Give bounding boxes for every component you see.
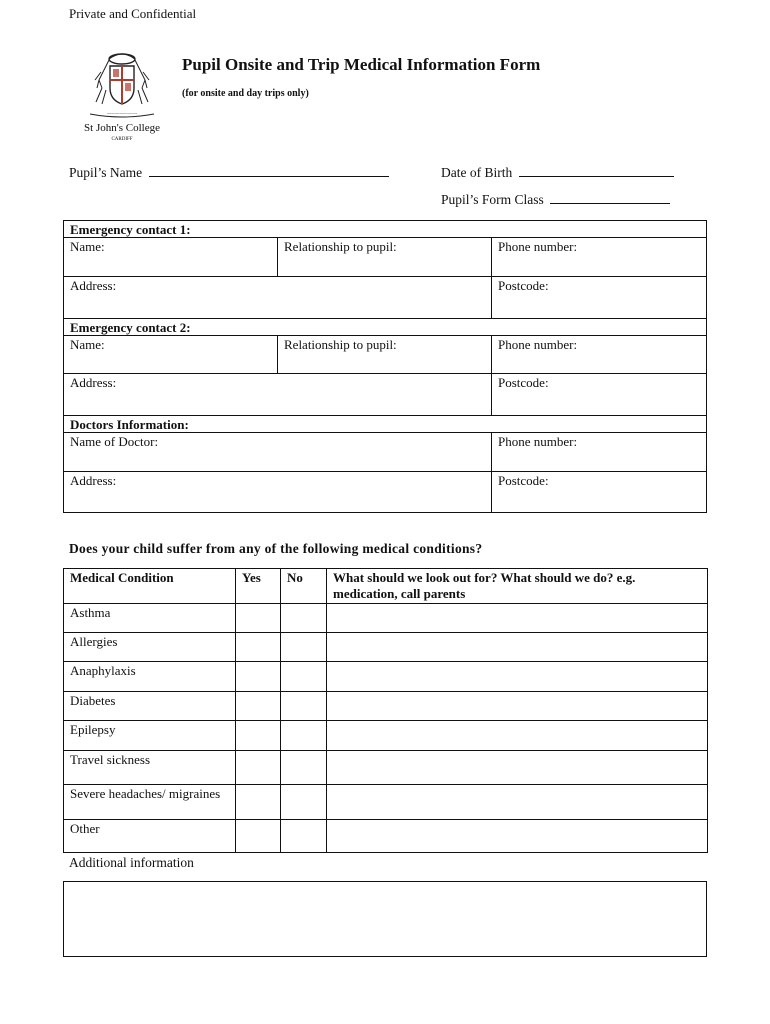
crest-icon bbox=[66, 50, 178, 146]
emergency-contact-1-heading: Emergency contact 1: bbox=[70, 222, 191, 237]
ec1-phone-cell[interactable] bbox=[492, 238, 706, 276]
dob-field[interactable] bbox=[441, 165, 674, 181]
ec2-name-label: Name: bbox=[70, 337, 105, 352]
conditions-table bbox=[63, 568, 708, 853]
form-title: Pupil Onsite and Trip Medical Information Form bbox=[182, 55, 541, 74]
yes-cell[interactable] bbox=[236, 820, 281, 853]
ec2-name-cell[interactable] bbox=[64, 336, 277, 373]
ec2-address-label: Address: bbox=[70, 375, 117, 390]
action-cell[interactable] bbox=[327, 633, 708, 662]
header-no: No bbox=[281, 569, 327, 604]
doctor-name-label: Name of Doctor: bbox=[70, 434, 159, 449]
action-cell[interactable] bbox=[327, 785, 708, 820]
no-cell[interactable] bbox=[281, 633, 327, 662]
dob-label: Date of Birth bbox=[441, 165, 513, 180]
ec2-address-cell[interactable] bbox=[64, 374, 491, 415]
doctor-phone-cell[interactable] bbox=[492, 433, 706, 471]
yes-cell[interactable] bbox=[236, 692, 281, 721]
pupil-name-label: Pupil’s Name bbox=[69, 165, 143, 180]
yes-cell[interactable] bbox=[236, 633, 281, 662]
action-cell[interactable] bbox=[327, 692, 708, 721]
action-cell[interactable] bbox=[327, 820, 708, 853]
condition-allergies: Allergies bbox=[64, 633, 236, 662]
yes-cell[interactable] bbox=[236, 662, 281, 692]
college-logo bbox=[66, 50, 178, 146]
emergency-contact-2-heading: Emergency contact 2: bbox=[70, 320, 191, 335]
ec1-postcode-cell[interactable] bbox=[492, 277, 706, 318]
table-row bbox=[64, 692, 708, 721]
additional-info-box[interactable] bbox=[63, 881, 707, 957]
condition-diabetes: Diabetes bbox=[64, 692, 236, 721]
condition-asthma: Asthma bbox=[64, 604, 236, 633]
ec2-relationship-label: Relationship to pupil: bbox=[284, 337, 397, 352]
confidentiality-note: Private and Confidential bbox=[69, 6, 197, 21]
table-row bbox=[64, 662, 708, 692]
ec1-address-cell[interactable] bbox=[64, 277, 491, 318]
header-action: What should we look out for? What should we do? e.g. medication, call parents bbox=[327, 569, 708, 604]
form-class-field[interactable] bbox=[441, 192, 670, 208]
table-row bbox=[64, 751, 708, 785]
contacts-table bbox=[63, 220, 707, 513]
no-cell[interactable] bbox=[281, 751, 327, 785]
form-class-blank[interactable] bbox=[550, 192, 670, 204]
ec2-phone-label: Phone number: bbox=[498, 337, 578, 352]
ec2-phone-cell[interactable] bbox=[492, 336, 706, 373]
no-cell[interactable] bbox=[281, 820, 327, 853]
doctor-postcode-label: Postcode: bbox=[498, 473, 549, 488]
pupil-name-blank[interactable] bbox=[149, 165, 389, 177]
no-cell[interactable] bbox=[281, 721, 327, 751]
header-condition: Medical Condition bbox=[64, 569, 236, 604]
condition-epilepsy: Epilepsy bbox=[64, 721, 236, 751]
conditions-question: Does your child suffer from any of the following medical conditions? bbox=[69, 541, 483, 556]
ec1-name-label: Name: bbox=[70, 239, 105, 254]
table-row bbox=[64, 785, 708, 820]
no-cell[interactable] bbox=[281, 785, 327, 820]
table-row bbox=[64, 721, 708, 751]
doctor-postcode-cell[interactable] bbox=[492, 472, 706, 512]
logo-subtext: CARDIFF bbox=[111, 137, 133, 142]
doctor-address-label: Address: bbox=[70, 473, 117, 488]
ec1-postcode-label: Postcode: bbox=[498, 278, 549, 293]
ec1-name-cell[interactable] bbox=[64, 238, 277, 276]
yes-cell[interactable] bbox=[236, 604, 281, 633]
action-cell[interactable] bbox=[327, 662, 708, 692]
yes-cell[interactable] bbox=[236, 721, 281, 751]
condition-other: Other bbox=[64, 820, 236, 853]
action-cell[interactable] bbox=[327, 751, 708, 785]
ec1-relationship-cell[interactable] bbox=[278, 238, 491, 276]
condition-headaches: Severe headaches/ migraines bbox=[64, 785, 236, 820]
yes-cell[interactable] bbox=[236, 785, 281, 820]
action-cell[interactable] bbox=[327, 604, 708, 633]
condition-travel-sickness: Travel sickness bbox=[64, 751, 236, 785]
ec1-relationship-label: Relationship to pupil: bbox=[284, 239, 397, 254]
doctor-address-cell[interactable] bbox=[64, 472, 491, 512]
no-cell[interactable] bbox=[281, 604, 327, 633]
svg-text:~~~~~~~~~~~~~~: ~~~~~~~~~~~~~~ bbox=[106, 111, 138, 116]
table-row bbox=[64, 820, 708, 853]
header-yes: Yes bbox=[236, 569, 281, 604]
ec1-phone-label: Phone number: bbox=[498, 239, 578, 254]
no-cell[interactable] bbox=[281, 692, 327, 721]
doctor-heading: Doctors Information: bbox=[70, 417, 189, 432]
no-cell[interactable] bbox=[281, 662, 327, 692]
condition-anaphylaxis: Anaphylaxis bbox=[64, 662, 236, 692]
ec1-address-label: Address: bbox=[70, 278, 117, 293]
form-subtitle: (for onsite and day trips only) bbox=[182, 88, 309, 99]
conditions-header-row bbox=[64, 569, 708, 604]
ec2-postcode-label: Postcode: bbox=[498, 375, 549, 390]
doctor-name-cell[interactable] bbox=[64, 433, 491, 471]
table-row bbox=[64, 633, 708, 662]
pupil-name-field[interactable] bbox=[69, 165, 389, 181]
additional-info-label: Additional information bbox=[69, 855, 194, 870]
action-cell[interactable] bbox=[327, 721, 708, 751]
logo-text: St John's College bbox=[84, 122, 160, 134]
ec2-relationship-cell[interactable] bbox=[278, 336, 491, 373]
doctor-phone-label: Phone number: bbox=[498, 434, 578, 449]
table-row bbox=[64, 604, 708, 633]
dob-blank[interactable] bbox=[519, 165, 674, 177]
form-class-label: Pupil’s Form Class bbox=[441, 192, 544, 207]
yes-cell[interactable] bbox=[236, 751, 281, 785]
ec2-postcode-cell[interactable] bbox=[492, 374, 706, 415]
